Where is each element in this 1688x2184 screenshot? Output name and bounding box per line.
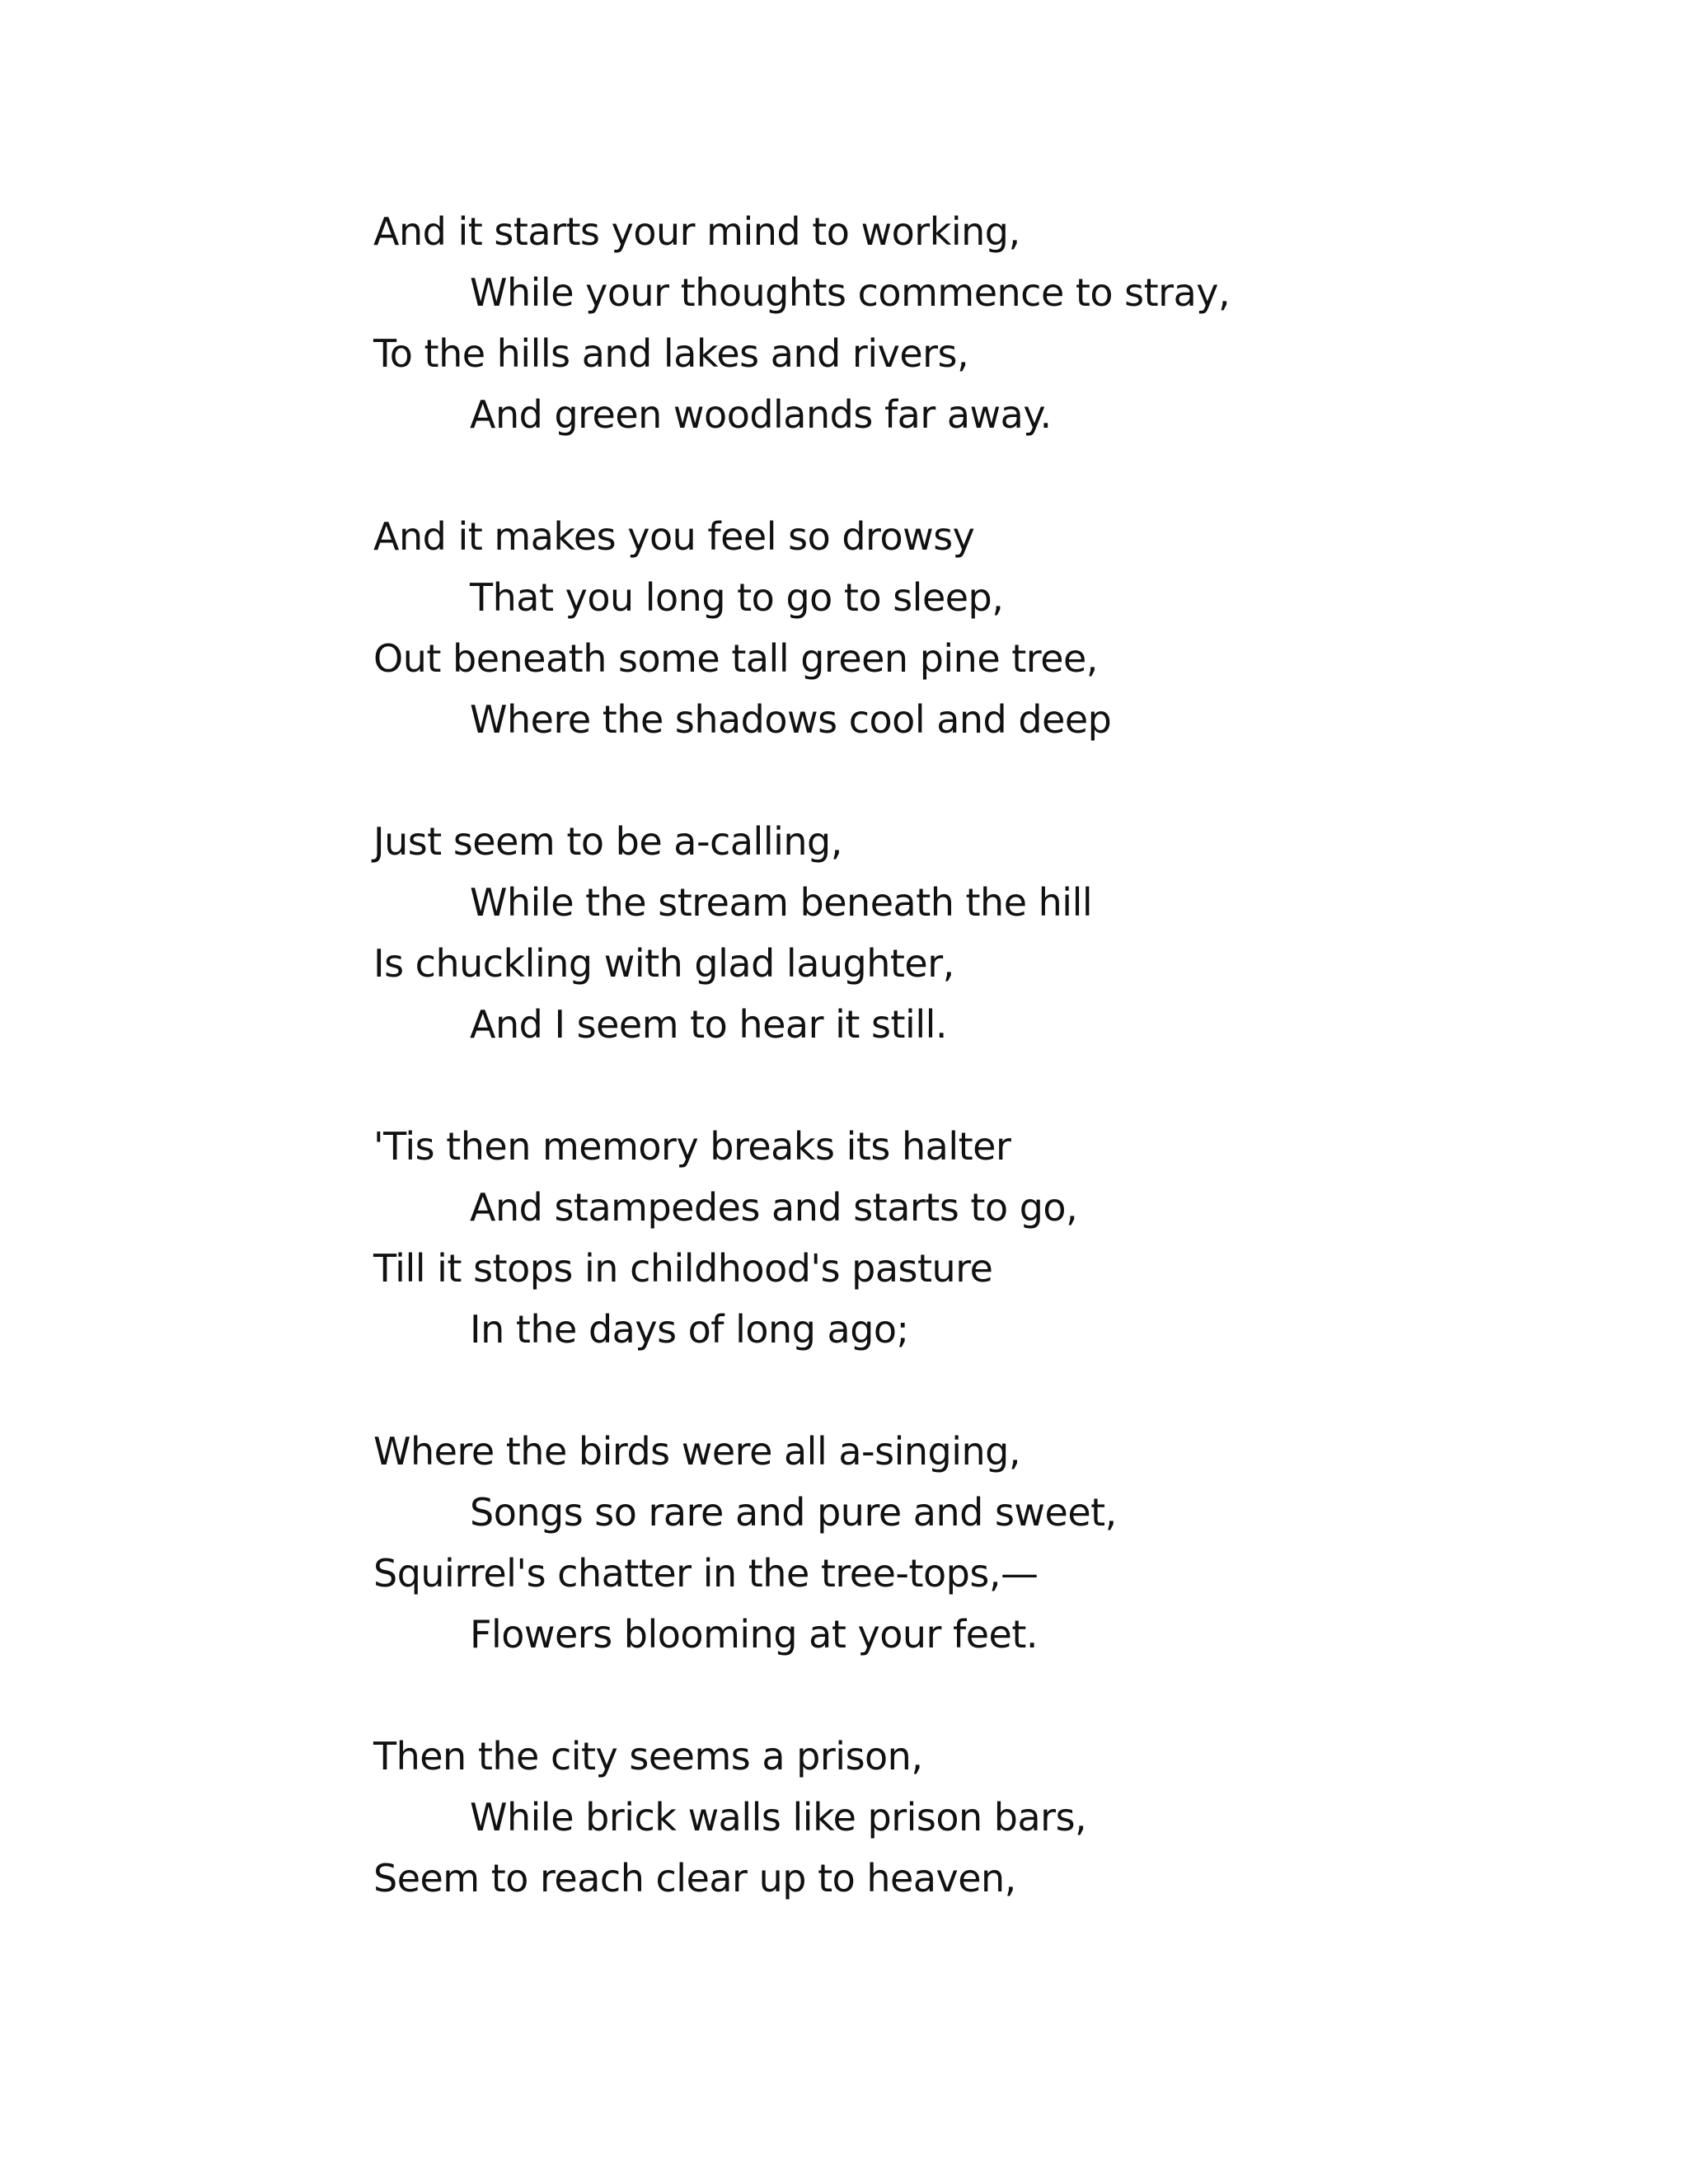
poem-line: While brick walls like prison bars, — [470, 1795, 1087, 1840]
poem-line: And I seem to hear it still. — [470, 1002, 948, 1047]
poem-line: Squirrel's chatter in the tree-tops,— — [373, 1551, 1039, 1596]
poem-body — [373, 201, 1527, 1970]
poem-line: Then the city seems a prison, — [373, 1734, 923, 1779]
poem-line: Flowers blooming at your feet. — [470, 1612, 1038, 1657]
stanza-2 — [373, 506, 1527, 750]
poem-line: In the days of long ago; — [470, 1307, 909, 1352]
stanza-5 — [373, 1421, 1527, 1665]
poem-line: While the stream beneath the hill — [470, 880, 1093, 925]
poem-line: Is chuckling with glad laughter, — [373, 941, 954, 986]
poem-line: Just seem to be a-calling, — [373, 819, 842, 864]
stanza-3 — [373, 811, 1527, 1055]
poem-line: Out beneath some tall green pine tree, — [373, 636, 1098, 681]
poem-line: Songs so rare and pure and sweet, — [470, 1490, 1117, 1535]
poem-line: Where the birds were all a-singing, — [373, 1429, 1021, 1474]
poem-line: While your thoughts commence to stray, — [470, 270, 1231, 315]
poem-line: Seem to reach clear up to heaven, — [373, 1856, 1016, 1900]
poem-line: And stampedes and starts to go, — [470, 1185, 1078, 1230]
poem-line: Where the shadows cool and deep — [470, 697, 1112, 742]
poem-line: To the hills and lakes and rivers, — [373, 331, 969, 376]
poem-line: And green woodlands far away. — [470, 392, 1052, 437]
stanza-4 — [373, 1116, 1527, 1360]
poem-line: Till it stops in childhood's pasture — [373, 1246, 993, 1291]
stanza-1 — [373, 201, 1527, 445]
poem-line: And it makes you feel so drowsy — [373, 514, 975, 559]
poem-line: 'Tis then memory breaks its halter — [373, 1124, 1011, 1169]
poem-line: That you long to go to sleep, — [470, 575, 1004, 620]
stanza-6 — [373, 1726, 1527, 1909]
poem-line: And it starts your mind to working, — [373, 209, 1020, 254]
